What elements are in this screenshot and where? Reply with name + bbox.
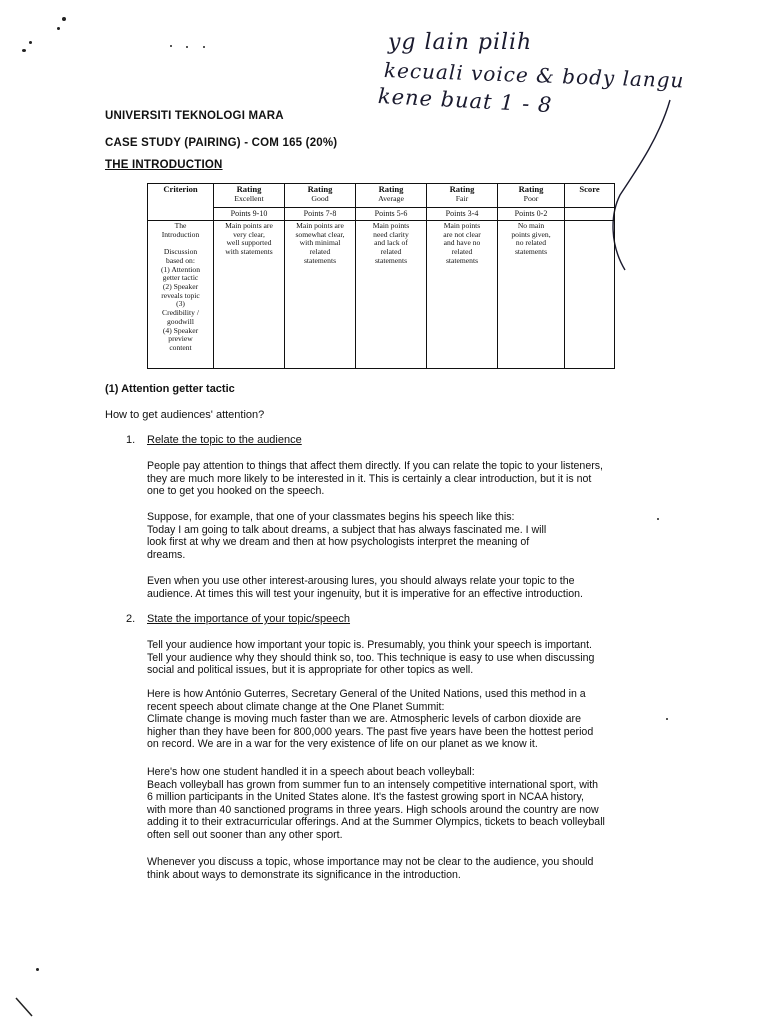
criterion-line: Credibility / — [162, 308, 199, 318]
scan-speck — [666, 718, 668, 720]
description-poor — [498, 221, 565, 369]
criterion-line: based on: — [166, 255, 195, 265]
criterion-line: Introduction — [161, 229, 200, 239]
case-study-title: CASE STUDY (PAIRING) - COM 165 (20%) — [105, 137, 338, 149]
points-excellent: Points 9-10 — [214, 207, 285, 220]
description-average — [356, 221, 427, 369]
criterion-line: reveals topic — [161, 290, 200, 300]
description-line: statements — [303, 255, 337, 265]
text-line: with more than 40 sanctioned programs in three years. High schools around the country are now — [147, 803, 599, 816]
criterion-line: (2) Speaker — [162, 282, 199, 292]
description-line: related — [309, 247, 331, 257]
description-line: and lack of — [374, 238, 408, 248]
scan-speck — [22, 49, 26, 52]
text-line: Here is how António Guterres, Secretary General of the United Nations, used this method in a — [147, 688, 586, 700]
text-line: recent speech about climate change at the One Planet Summit: — [147, 700, 445, 713]
text-line: Climate change is moving much faster than we are. Atmospheric levels of carbon dioxide are — [147, 713, 581, 726]
text-line: dreams. — [147, 548, 186, 561]
description-line: are not clear — [443, 229, 481, 239]
paragraph — [147, 856, 665, 881]
criterion-line: content — [169, 343, 192, 353]
paragraph — [147, 511, 665, 561]
text-line: on record. We are in a war for the very existence of life on our planet as we know it. — [147, 738, 538, 751]
criterion-cell — [148, 221, 214, 369]
handwritten-note-line-2: kecuali voice & body langu — [383, 58, 685, 93]
criterion-line: The — [174, 221, 187, 230]
rubric-table — [147, 183, 615, 369]
text-line: Even when you use other interest-arousing lures, you should always relate your topic to the — [147, 575, 575, 587]
text-line: higher than they have been for 800,000 years. The past five years have been the hottest period — [147, 725, 594, 738]
rubric-header-criterion: Criterion — [148, 184, 214, 221]
text-line: they are much more likely to be interested in it. This is certainly a clear introduction, but it is not — [147, 472, 592, 485]
description-line: and have no — [443, 238, 481, 248]
list-item-number: 2. — [126, 613, 136, 625]
list-item-number: 1. — [126, 434, 136, 446]
handwritten-note-line-3: kene buat 1 - 8 — [377, 84, 553, 118]
text-line: Tell your audience how important your topic is. Presumably, you think your speech is important. — [147, 639, 592, 651]
scan-speck — [203, 46, 205, 48]
description-fair — [427, 221, 498, 369]
points-poor: Points 0-2 — [498, 207, 565, 220]
section-title: THE INTRODUCTION — [105, 159, 223, 171]
description-line: no related — [515, 238, 547, 248]
text-line: Suppose, for example, that one of your classmates begins his speech like this: — [147, 511, 515, 523]
scan-speck — [186, 46, 188, 48]
rubric-points-row — [148, 207, 615, 220]
paragraph — [147, 575, 665, 600]
description-line: statements — [514, 247, 548, 257]
criterion-line: Discussion — [163, 247, 198, 257]
criterion-line: goodwill — [166, 316, 194, 326]
score-cell — [565, 221, 615, 369]
scan-speck — [29, 41, 32, 44]
description-line: somewhat clear, — [295, 229, 345, 239]
description-line: related — [380, 247, 402, 257]
paragraph — [147, 688, 665, 751]
rubric-body-row — [148, 221, 615, 369]
rubric-header-poor: Rating Poor — [498, 184, 565, 208]
list-item-heading — [126, 613, 350, 625]
description-good — [285, 221, 356, 369]
rubric-header-score: Score — [565, 184, 615, 208]
text-line: adding it to their extracurricular offerings. And at the Summer Olympics, tickets to beach volleyball — [147, 816, 605, 829]
text-line: 6 million participants in the United States alone. It's the fastest growing sport in NCAA history, — [147, 791, 584, 804]
description-line: very clear, — [233, 229, 265, 239]
description-line: well supported — [226, 238, 272, 248]
rubric-header-row — [148, 184, 615, 208]
scan-speck — [170, 45, 172, 47]
points-good: Points 7-8 — [285, 207, 356, 220]
text-line: Tell your audience why they should think so, too. This technique is easy to use when discussing — [147, 651, 595, 664]
criterion-line: (4) Speaker — [162, 325, 199, 335]
rubric-header-excellent: Rating Excellent — [214, 184, 285, 208]
description-line: No main — [517, 221, 545, 230]
list-item-label: State the importance of your topic/speech — [147, 613, 351, 625]
list-item-label: Relate the topic to the audience — [147, 434, 302, 446]
description-line: points given, — [511, 229, 551, 239]
points-fair: Points 3-4 — [427, 207, 498, 220]
text-line: Today I am going to talk about dreams, a subject that has always fascinated me. I will — [147, 523, 547, 536]
points-score — [565, 207, 615, 220]
section-heading: (1) Attention getter tactic — [105, 383, 235, 395]
text-line: Beach volleyball has grown from summer fun to an intensely competitive international sport, with — [147, 778, 599, 791]
scan-speck — [36, 968, 39, 971]
criterion-line: preview — [168, 334, 193, 344]
university-name: UNIVERSITI TEKNOLOGI MARA — [105, 110, 284, 122]
rubric-header-average: Rating Average — [356, 184, 427, 208]
list-item-heading — [126, 434, 302, 446]
description-line: related — [451, 247, 473, 257]
text-line: audience. At times this will test your ingenuity, but it is imperative for an effective introduction. — [147, 587, 583, 600]
section-question: How to get audiences' attention? — [105, 409, 265, 421]
paragraph — [147, 766, 665, 842]
criterion-line: (3) — [176, 299, 185, 309]
rubric-header-fair: Rating Fair — [427, 184, 498, 208]
description-line: need clarity — [373, 229, 409, 239]
text-line: social and political issues, but it is appropriate for other topics as well. — [147, 664, 474, 677]
text-line: Whenever you discuss a topic, whose importance may not be clear to the audience, you should — [147, 856, 594, 868]
text-line: Here's how one student handled it in a speech about beach volleyball: — [147, 766, 475, 778]
description-line: Main points — [443, 221, 481, 230]
points-average: Points 5-6 — [356, 207, 427, 220]
text-line: look first at why we dream and then at how psychologists interpret the meaning of — [147, 536, 530, 549]
rubric-header-good: Rating Good — [285, 184, 356, 208]
paragraph — [147, 639, 665, 677]
description-excellent — [214, 221, 285, 369]
handwritten-note-line-1: yg lain pilih — [388, 30, 533, 55]
description-line: Main points — [372, 221, 410, 230]
description-line: statements — [445, 255, 479, 265]
scan-mark — [14, 996, 36, 1020]
description-line: Main points are — [225, 221, 273, 230]
scan-speck — [57, 27, 60, 30]
text-line: one to get you hooked on the speech. — [147, 485, 325, 498]
description-line: statements — [374, 255, 408, 265]
description-line: Main points are — [296, 221, 344, 230]
text-line: often sell out sooner than any other sport. — [147, 828, 343, 841]
criterion-line: (1) Attention — [160, 264, 201, 274]
text-line: People pay attention to things that affect them directly. If you can relate the topic to your listeners, — [147, 460, 603, 472]
description-line: with minimal — [299, 238, 341, 248]
description-line: with statements — [225, 247, 273, 257]
scan-speck — [62, 17, 66, 21]
paragraph — [147, 460, 665, 498]
text-line: think about ways to demonstrate its significance in the introduction. — [147, 868, 461, 881]
criterion-line: getter tactic — [162, 273, 199, 283]
